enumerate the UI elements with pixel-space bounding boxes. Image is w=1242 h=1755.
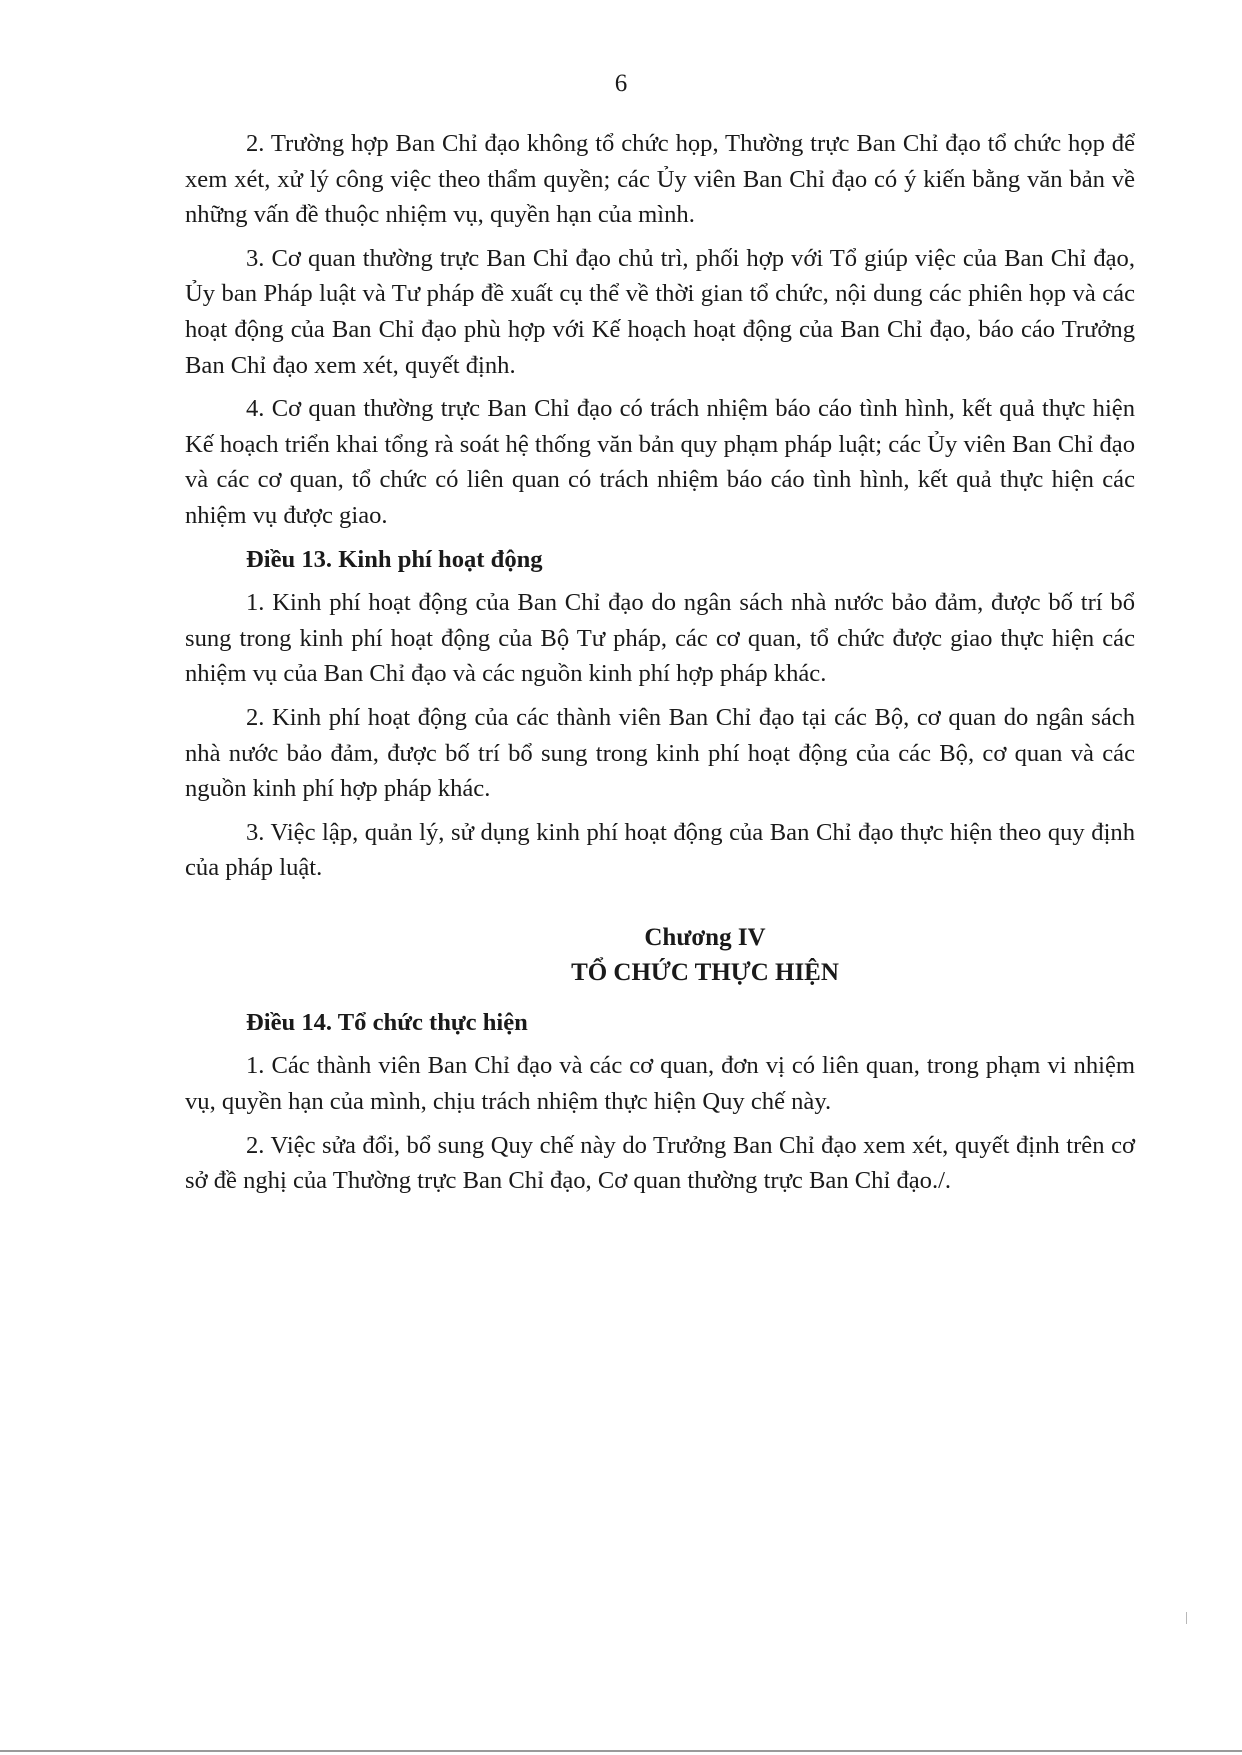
chapter-subtitle: TỔ CHỨC THỰC HIỆN (571, 958, 839, 986)
paragraph-art14-clause1: 1. Các thành viên Ban Chỉ đạo và các cơ quan, đơn vị có liên quan, trong phạm vi nhiệm vụ, quyền hạn của mình, chịu trách nhiệm thực hiện Quy chế này. (185, 1052, 1135, 1116)
paragraph-art13-clause1: 1. Kinh phí hoạt động của Ban Chỉ đạo do ngân sách nhà nước bảo đảm, được bố trí bổ sung trong kinh phí hoạt động của Bộ Tư pháp, các cơ quan, tổ chức được giao thực hiện các nhiệm vụ của Ban Chỉ đạo và các nguồn kinh phí hợp pháp khác. (185, 589, 1135, 688)
paragraph-art12-clause3: 3. Cơ quan thường trực Ban Chỉ đạo chủ trì, phối hợp với Tổ giúp việc của Ban Chỉ đạo, Ủy ban Pháp luật và Tư pháp đề xuất cụ thể về thời gian tổ chức, nội dung các phiên họp và các hoạt động của Ban Chỉ đạo phù hợp với Kế hoạch hoạt động của Ban Chỉ đạo, báo cáo Trưởng Ban Chỉ đạo xem xét, quyết định. (185, 244, 1135, 379)
scan-mark (1186, 1612, 1187, 1624)
article-13-heading: Điều 13. Kinh phí hoạt động (246, 545, 543, 573)
page-bottom-edge (0, 1750, 1242, 1752)
article-14-heading: Điều 14. Tổ chức thực hiện (246, 1008, 528, 1036)
document-body (185, 126, 1135, 1207)
paragraph-art14-clause2: 2. Việc sửa đổi, bổ sung Quy chế này do Trưởng Ban Chỉ đạo xem xét, quyết định trên cơ sở đề nghị của Thường trực Ban Chỉ đạo, Cơ quan thường trực Ban Chỉ đạo./. (185, 1131, 1135, 1195)
paragraph-art12-clause4: 4. Cơ quan thường trực Ban Chỉ đạo có trách nhiệm báo cáo tình hình, kết quả thực hiện Kế hoạch triển khai tổng rà soát hệ thống văn bản quy phạm pháp luật; các Ủy viên Ban Chỉ đạo và các cơ quan, tổ chức có liên quan có trách nhiệm báo cáo tình hình, kết quả thực hiện các nhiệm vụ được giao. (185, 395, 1135, 529)
paragraph-art13-clause2: 2. Kinh phí hoạt động của các thành viên Ban Chỉ đạo tại các Bộ, cơ quan do ngân sách nhà nước bảo đảm, được bố trí bổ sung trong kinh phí hoạt động của các Bộ, cơ quan và các nguồn kinh phí hợp pháp khác. (185, 703, 1135, 803)
chapter-heading (185, 920, 1135, 991)
chapter-title: Chương IV (644, 923, 766, 951)
page-number: 6 (614, 70, 628, 97)
paragraph-art12-clause2: 2. Trường hợp Ban Chỉ đạo không tổ chức họp, Thường trực Ban Chỉ đạo tổ chức họp để xem xét, xử lý công việc theo thẩm quyền; các Ủy viên Ban Chỉ đạo có ý kiến bằng văn bản về những vấn đề thuộc nhiệm vụ, quyền hạn của mình. (185, 130, 1135, 229)
paragraph-art13-clause3: 3. Việc lập, quản lý, sử dụng kinh phí hoạt động của Ban Chỉ đạo thực hiện theo quy định của pháp luật. (185, 818, 1135, 882)
